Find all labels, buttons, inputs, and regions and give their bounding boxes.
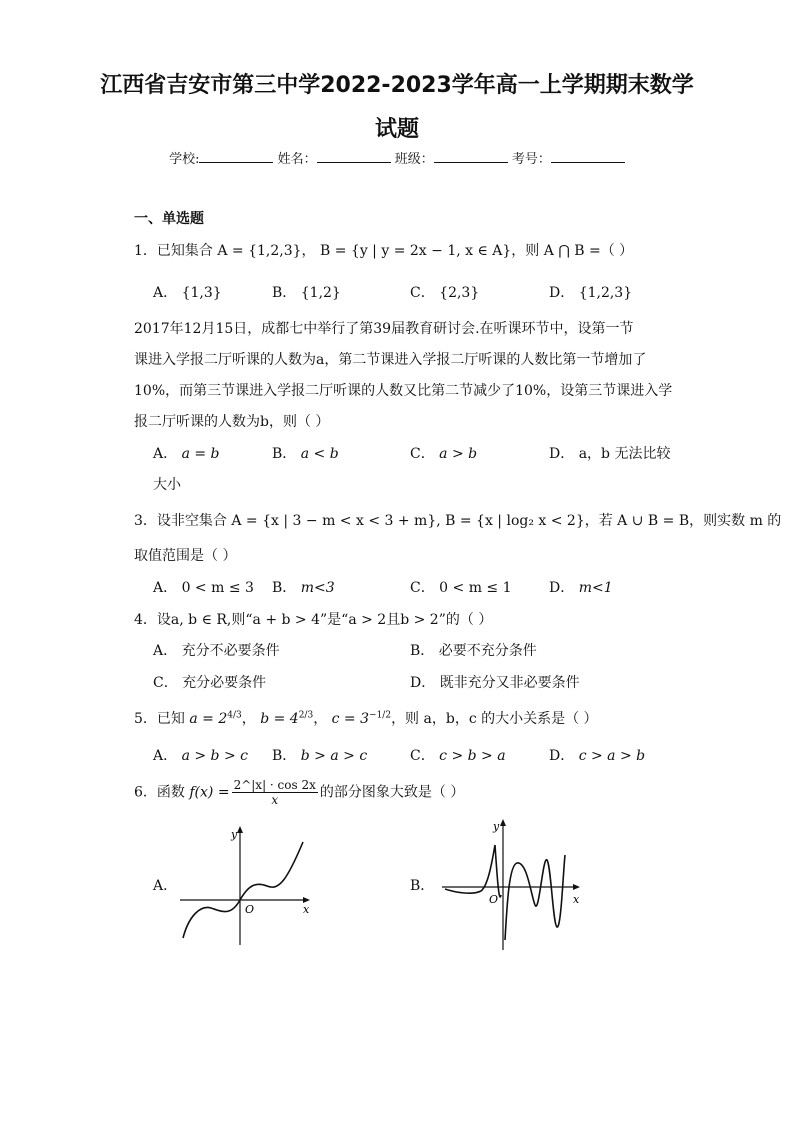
y-axis-arrow bbox=[237, 826, 243, 833]
q2-option-c[interactable]: C． a > b bbox=[410, 446, 478, 462]
q4-option-c[interactable]: C． 充分必要条件 bbox=[153, 675, 267, 691]
curve-b-right bbox=[505, 855, 565, 940]
q3-option-a[interactable]: A． 0 < m ≤ 3 bbox=[153, 580, 254, 596]
function-fraction: $\frac{2\^{}|x| \cdot \cos 2x}{x}$ bbox=[233, 778, 316, 807]
exam-number-blank[interactable] bbox=[551, 149, 625, 163]
y-label: y bbox=[231, 828, 238, 841]
section-heading: 一、单选题 bbox=[134, 211, 204, 227]
exam-number-label: 考号： bbox=[511, 152, 551, 167]
q4-option-a[interactable]: A． 充分不必要条件 bbox=[153, 643, 280, 659]
q5-option-a[interactable]: A． a > b > c bbox=[153, 748, 248, 764]
origin-label: O bbox=[489, 893, 499, 906]
class-blank[interactable] bbox=[434, 149, 508, 163]
question-stem: 已知集合 A = {1,2,3}， B = {y | y = 2x − 1, x ∈ A}，则 A ⋂ B =（ ） bbox=[156, 243, 634, 259]
question-2-line-1: 2017年12月15日，成都七中举行了第39届教育研讨会.在听课环节中，设第一节 bbox=[134, 321, 634, 337]
curve-b-left bbox=[445, 845, 501, 897]
curve-a bbox=[183, 842, 303, 938]
q4-option-b[interactable]: B． 必要不充分条件 bbox=[410, 643, 537, 659]
q2-option-d[interactable]: D． a，b 无法比较 bbox=[549, 446, 671, 462]
q6-graph-b[interactable] bbox=[437, 815, 587, 955]
school-blank[interactable] bbox=[199, 149, 273, 163]
q2-option-b[interactable]: B． a < b bbox=[272, 446, 339, 462]
x-label: x bbox=[303, 903, 310, 916]
origin-label: O bbox=[245, 903, 255, 916]
q1-option-a[interactable]: A． {1,3} bbox=[153, 285, 222, 301]
question-2-line-3: 10%，而第三节课进入学报二厅听课的人数又比第二节减少了10%，设第三节课进入学 bbox=[134, 383, 673, 399]
y-label: y bbox=[493, 820, 500, 833]
q5-option-b[interactable]: B． b > a > c bbox=[272, 748, 368, 764]
q5-option-c[interactable]: C． c > b > a bbox=[410, 748, 506, 764]
q2-option-a[interactable]: A． a = b bbox=[153, 446, 220, 462]
q6-graph-a[interactable] bbox=[175, 820, 315, 950]
q3-option-b[interactable]: B． m<3 bbox=[272, 580, 335, 596]
question-5: 5．已知 $a = 2^{4/3}$， $b = 4^{2/3}$， $c = 3^{-1/2}$，则 a，b，c 的大小关系是（ ） bbox=[134, 710, 598, 727]
page-title-line2: 试题 bbox=[374, 117, 419, 142]
question-6: 6．函数 f(x) = $\frac{2\^{}|x| \cdot \cos 2x}{x}$ 的部分图象大致是（ ） bbox=[134, 778, 465, 807]
question-4: 4．设a, b ∈ R,则“a + b > 4”是“a > 2且b > 2”的（ ） bbox=[134, 612, 493, 628]
q3-option-d[interactable]: D． m<1 bbox=[549, 580, 613, 596]
question-1 bbox=[134, 240, 633, 260]
question-2-line-4: 报二厅听课的人数为b，则（ ） bbox=[134, 414, 330, 430]
question-3-line-1: 3．设非空集合 A = {x | 3 − m < x < 3 + m}, B = {x | log₂ x < 2}，若 A ∪ B = B，则实数 m 的 bbox=[134, 513, 782, 529]
q6-option-b-label[interactable]: B． bbox=[410, 878, 435, 894]
question-3-line-2: 取值范围是（ ） bbox=[134, 548, 237, 564]
class-label: 班级： bbox=[394, 152, 434, 167]
question-2-line-2: 课进入学报二厅听课的人数为a，第二节课进入学报二厅听课的人数比第一节增加了 bbox=[134, 352, 647, 368]
student-info-row bbox=[0, 148, 794, 167]
name-blank[interactable] bbox=[317, 149, 391, 163]
q4-option-d[interactable]: D． 既非充分又非必要条件 bbox=[410, 675, 580, 691]
q6-option-a-label[interactable]: A． bbox=[153, 878, 178, 894]
q3-option-c[interactable]: C． 0 < m ≤ 1 bbox=[410, 580, 512, 596]
q1-option-d[interactable]: D． {1,2,3} bbox=[549, 285, 633, 301]
q2-option-d-continued: 大小 bbox=[153, 477, 181, 493]
question-number: 1． bbox=[134, 243, 157, 259]
q1-option-c[interactable]: C． {2,3} bbox=[410, 285, 480, 301]
name-label: 姓名： bbox=[277, 152, 317, 167]
y-axis-arrow bbox=[500, 819, 506, 826]
q1-option-b[interactable]: B． {1,2} bbox=[272, 285, 341, 301]
school-label: 学校: bbox=[169, 152, 200, 167]
page-title: 江西省吉安市第三中学2022-2023学年高一上学期期末数学 bbox=[100, 73, 694, 98]
q5-option-d[interactable]: D． c > a > b bbox=[549, 748, 646, 764]
x-label: x bbox=[573, 893, 580, 906]
x-axis-arrow bbox=[573, 884, 580, 890]
